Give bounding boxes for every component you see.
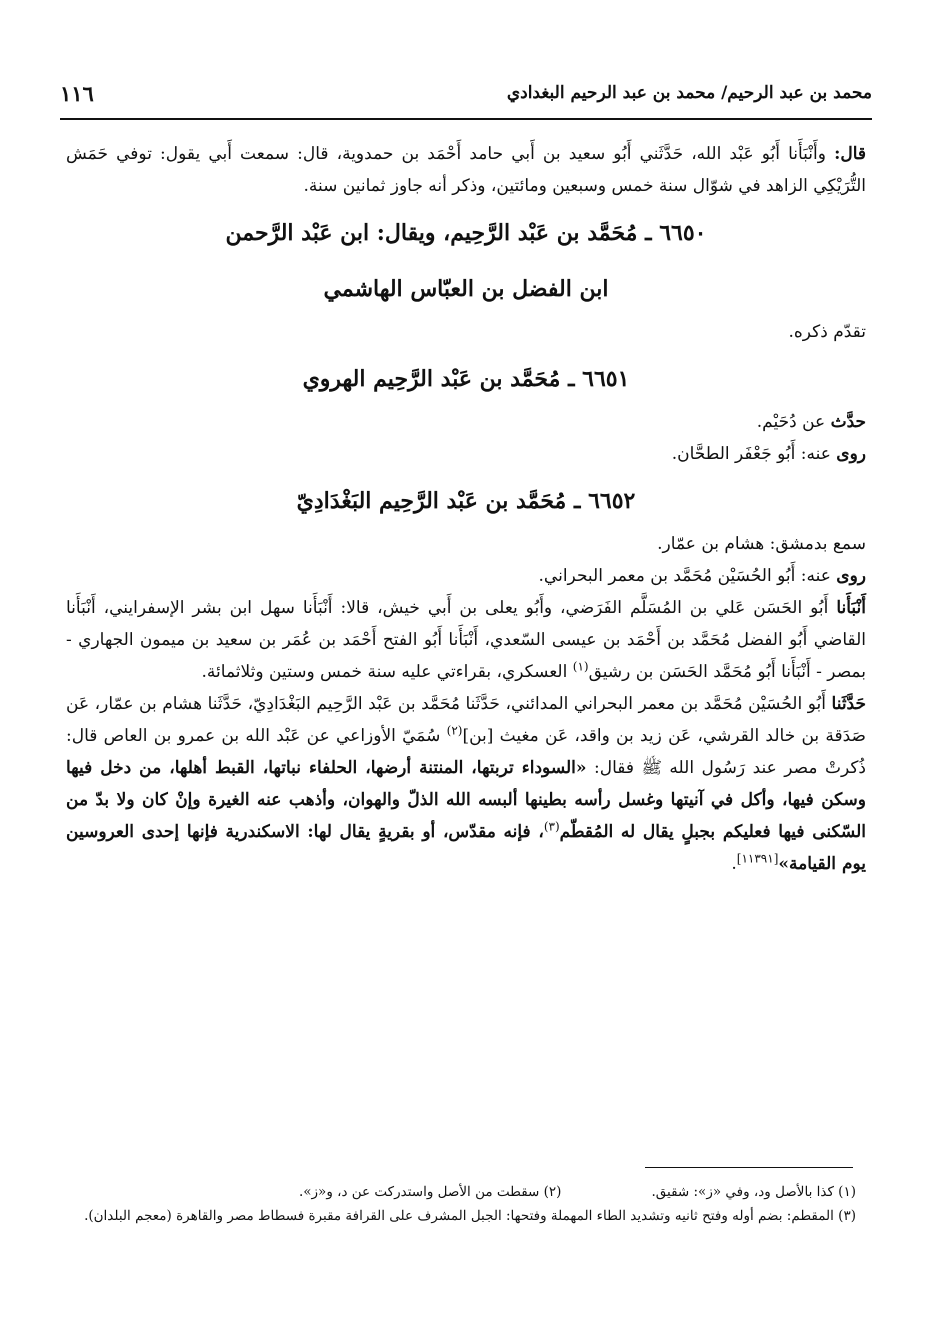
footnote-3: (٣) المقطم: بضم أوله وفتح ثانيه وتشديد الطاء المهملة وفتحها: الجبل المشرف على القرافة مقبرة فسطاط مصر والقاهرة (معجم البلدان). <box>84 1208 856 1224</box>
paragraph-lead: حَدَّثَنا <box>831 694 866 714</box>
line-text: عنه: أَبُو الحُسَيْن مُحَمَّد بن معمر البحراني. <box>538 566 837 586</box>
footnote-1: (١) كذا بالأصل ود، وفي «ز»: شقيق. <box>651 1184 856 1200</box>
paragraph-text: وأَنْبَأَنا أَبُو عَبْد الله، حَدَّثَني أَبُو سعيد بن أَبي حامد أَحْمَد بن حمدوية، قال: سمعت أَبي يقول: توفي حَمَش التُّرَيْكِي الزاهد في شوّال سنة خمس وسبعين ومائتين، وذكر أنه جاوز ثمانين سنة. <box>66 144 866 196</box>
page-header <box>60 70 872 116</box>
footnote-marker-1[interactable]: (١) <box>572 659 589 674</box>
entry-heading-6650-line1: ٦٦٥٠ ـ مُحَمَّد بن عَبْد الرَّحِيم، ويقال: ابن عَبْد الرَّحمن <box>225 220 707 246</box>
entry-heading-6650-line2: ابن الفضل بن العبّاس الهاشمي <box>323 276 609 302</box>
entry-6652-hadith-paragraph <box>66 688 866 880</box>
paragraph-lead: قال: <box>834 144 866 164</box>
hadith-quote-end: ، فإنه مقدّس، أو بقريةٍ يقال لها: الاسكندرية فإنها إحدى العروسين يوم القيامة» <box>66 822 866 874</box>
line-lead: حدَّث <box>830 412 866 432</box>
line-lead: روى <box>836 566 866 586</box>
page-number: ١١٦ <box>60 80 94 106</box>
hadith-quote: «السوداء تربتها، المنتنة أرضها، الحلفاء نباتها، القبط أهلها، من دخل فيها وسكن فيها، وأكل في آنيتها وغسل رأسه بطينها ألبسه الله الذلّ والهوان، وأذهب عنه الغيرة وإنْ كان ولا بدّ من السّكنى فيها فعليكم بجبلٍ يقال له المُقطّم <box>66 758 866 842</box>
footnote-marker-2[interactable]: (٢) <box>446 723 463 738</box>
paragraph-opening <box>66 138 866 202</box>
entry-6652-isnad-paragraph <box>66 592 866 688</box>
entry-6652-line1: سمع بدمشق: هشام بن عمّار. <box>657 534 866 554</box>
line-lead: روى <box>836 444 866 464</box>
main-text <box>66 138 866 880</box>
paragraph-lead: أَنْبَأَنا <box>836 598 866 618</box>
paragraph-end: . <box>731 854 737 874</box>
line-text: عن دُحَيْم. <box>756 412 831 432</box>
entry-heading-6651: ٦٦٥١ ـ مُحَمَّد بن عَبْد الرَّحِيم الهروي <box>302 366 630 392</box>
footnotes <box>66 1180 856 1228</box>
paragraph-text-tail: العسكري، بقراءتي عليه سنة خمس وستين وثلاثمائة. <box>201 662 573 682</box>
hadith-reference-number: [١١٣٩١] <box>736 851 779 866</box>
entry-heading-6652: ٦٦٥٢ ـ مُحَمَّد بن عَبْد الرَّحِيم البَغْدَادِيّ <box>296 488 636 514</box>
paragraph-text: أَبُو الحُسَيْن مُحَمَّد بن معمر البحراني المدائني، حَدَّثَنا مُحَمَّد بن عَبْد الرَّحِيم البَغْدَادِيّ، حَدَّثَنا هشام بن عمّار، عَن صَدَقة بن خالد القرشي، عَن زيد بن واقد، عَن مغيث [بن] <box>66 694 866 746</box>
paragraph-text-2: سُمَيّ الأوزاعي عن عَبْد الله بن عمرو بن العاص قال: ذُكرتْ مصر عند رَسُول الله ﷺ فقال: <box>66 726 866 778</box>
line-text: عنه: أَبُو جَعْفَر الطحَّان. <box>671 444 837 464</box>
entry-6651-line1 <box>66 406 866 438</box>
entry-6651-line2 <box>66 438 866 470</box>
footnote-rule <box>645 1167 853 1168</box>
footnote-row <box>66 1180 856 1204</box>
paragraph-text: أَبُو الحَسَن عَلي بن المُسَلَّم الفَرَضي، وأَبُو يعلى بن أَبي خيش، قالا: أَنْبَأَنا سهل ابن بشر الإسفرايني، أَنْبَأَنا القاضي أَبُو الفضل مُحَمَّد بن أَحْمَد بن عيسى السّعدي، أَنْبَأَنا أَبُو الفتح أَحْمَد بن عُمَر بن سعيد بن ميمون الجهاري - بمصر - أَنْبَأَنا أَبُو مُحَمَّد الحَسَن بن رشيق <box>66 598 866 682</box>
header-rule <box>60 118 872 120</box>
footnote-2: (٢) سقطت من الأصل واستدركت عن د، و«ز». <box>298 1184 562 1200</box>
running-title: محمد بن عبد الرحيم/ محمد بن عبد الرحيم البغدادي <box>506 83 872 103</box>
footnote-marker-3[interactable]: (٣) <box>543 819 560 834</box>
entry-6650-note: تقدّم ذكره. <box>788 322 866 342</box>
entry-6652-line2 <box>66 560 866 592</box>
